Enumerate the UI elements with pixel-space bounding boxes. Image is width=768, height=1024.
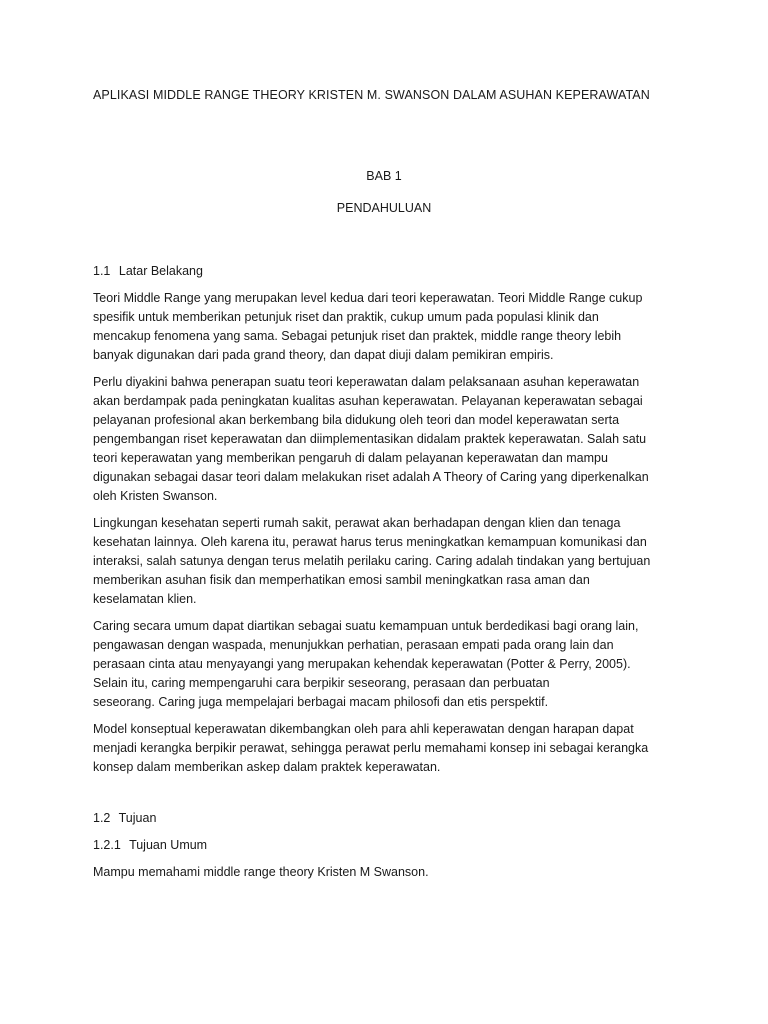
paragraph-line: perasaan cinta atau menyayangi yang merupakan kehendak keperawatan (Potter & Perry, 2005). <box>93 657 631 671</box>
paragraph-line: kesehatan lainnya. Oleh karena itu, perawat harus terus meningkatkan kemampuan komunikasi dan <box>93 535 647 549</box>
paragraph-line: teori keperawatan yang memberikan pengaruh di dalam pelayanan keperawatan dan mampu <box>93 451 608 465</box>
paragraph <box>93 289 683 365</box>
paragraph-line: akan berdampak pada peningkatan kualitas asuhan keperawatan. Pelayanan keperawatan sebagai <box>93 394 643 408</box>
paragraph-line: Lingkungan kesehatan seperti rumah sakit, perawat akan berhadapan dengan klien dan tenaga <box>93 516 621 530</box>
section-number: 1.1 <box>93 264 111 278</box>
section-heading-1-1 <box>93 262 683 281</box>
paragraph-line: Mampu memahami middle range theory Kristen M Swanson. <box>93 865 429 879</box>
paragraph-line: pengawasan dengan waspada, menunjukkan perhatian, perasaan empati pada orang lain dan <box>93 638 614 652</box>
section-spacer <box>93 785 683 809</box>
paragraph <box>93 373 683 506</box>
section-title: Tujuan Umum <box>129 838 208 852</box>
paragraph-line: Selain itu, caring mempengaruhi cara berpikir seseorang, perasaan dan perbuatan <box>93 676 550 690</box>
section-heading-1-2 <box>93 809 683 828</box>
paragraph-line: mencakup fenomena yang sama. Sebagai petunjuk riset dan praktek, middle range theory lebih <box>93 329 622 343</box>
section-number: 1.2 <box>93 811 111 825</box>
section-title: Tujuan <box>118 811 157 825</box>
paragraph-line: menjadi kerangka berpikir perawat, sehingga perawat perlu memahami konsep ini sebagai kerangka <box>93 741 649 755</box>
paragraph-line: Perlu diyakini bahwa penerapan suatu teori keperawatan dalam pelaksanaan asuhan keperawatan <box>93 375 640 389</box>
paragraph-line: Caring secara umum dapat diartikan sebagai suatu kemampuan untuk berdedikasi bagi orang lain, <box>93 619 639 633</box>
paragraph <box>93 720 683 777</box>
chapter-number: BAB 1 <box>366 169 402 183</box>
paragraph-line: Teori Middle Range yang merupakan level kedua dari teori keperawatan. Teori Middle Range cukup <box>93 291 643 305</box>
paragraph <box>93 617 683 712</box>
closing-paragraph <box>93 863 683 882</box>
document-body <box>93 262 683 890</box>
paragraph-line: spesifik untuk memberikan petunjuk riset dan praktik, cukup umum pada populasi klinik dan <box>93 310 599 324</box>
chapter-title: PENDAHULUAN <box>336 201 432 215</box>
paragraph-line: pelayanan profesional akan berkembang bila didukung oleh teori dan model keperawatan serta <box>93 413 620 427</box>
paragraph-line: interaksi, salah satunya dengan terus melatih perilaku caring. Caring adalah tindakan yang bertujuan <box>93 554 651 568</box>
paragraph-line: memberikan asuhan fisik dan memperhatikan emosi sambil meningkatkan rasa aman dan <box>93 573 590 587</box>
section-title: Latar Belakang <box>118 264 203 278</box>
paragraph-line: digunakan sebagai dasar teori dalam melakukan riset adalah A Theory of Caring yang diperkenalkan <box>93 470 649 484</box>
section-number: 1.2.1 <box>93 838 121 852</box>
paragraph-line: banyak digunakan dari pada grand theory, dan dapat diuji dalam pemikiran empiris. <box>93 348 554 362</box>
paragraph-line: Model konseptual keperawatan dikembangkan oleh para ahli keperawatan dengan harapan dapat <box>93 722 634 736</box>
paragraph-line: konsep dalam memberikan askep dalam praktek keperawatan. <box>93 760 441 774</box>
paragraph-line: seseorang. Caring juga mempelajari berbagai macam philosofi dan etis perspektif. <box>93 695 549 709</box>
paragraph-line: pengembangan riset keperawatan dan diimplementasikan didalam praktek keperawatan. Salah satu <box>93 432 647 446</box>
paragraph-line: keselamatan klien. <box>93 592 197 606</box>
paragraph-line: oleh Kristen Swanson. <box>93 489 218 503</box>
document-title: APLIKASI MIDDLE RANGE THEORY KRISTEN M. SWANSON DALAM ASUHAN KEPERAWATAN <box>93 88 650 102</box>
section-heading-1-2-1 <box>93 836 683 855</box>
paragraph <box>93 514 683 609</box>
